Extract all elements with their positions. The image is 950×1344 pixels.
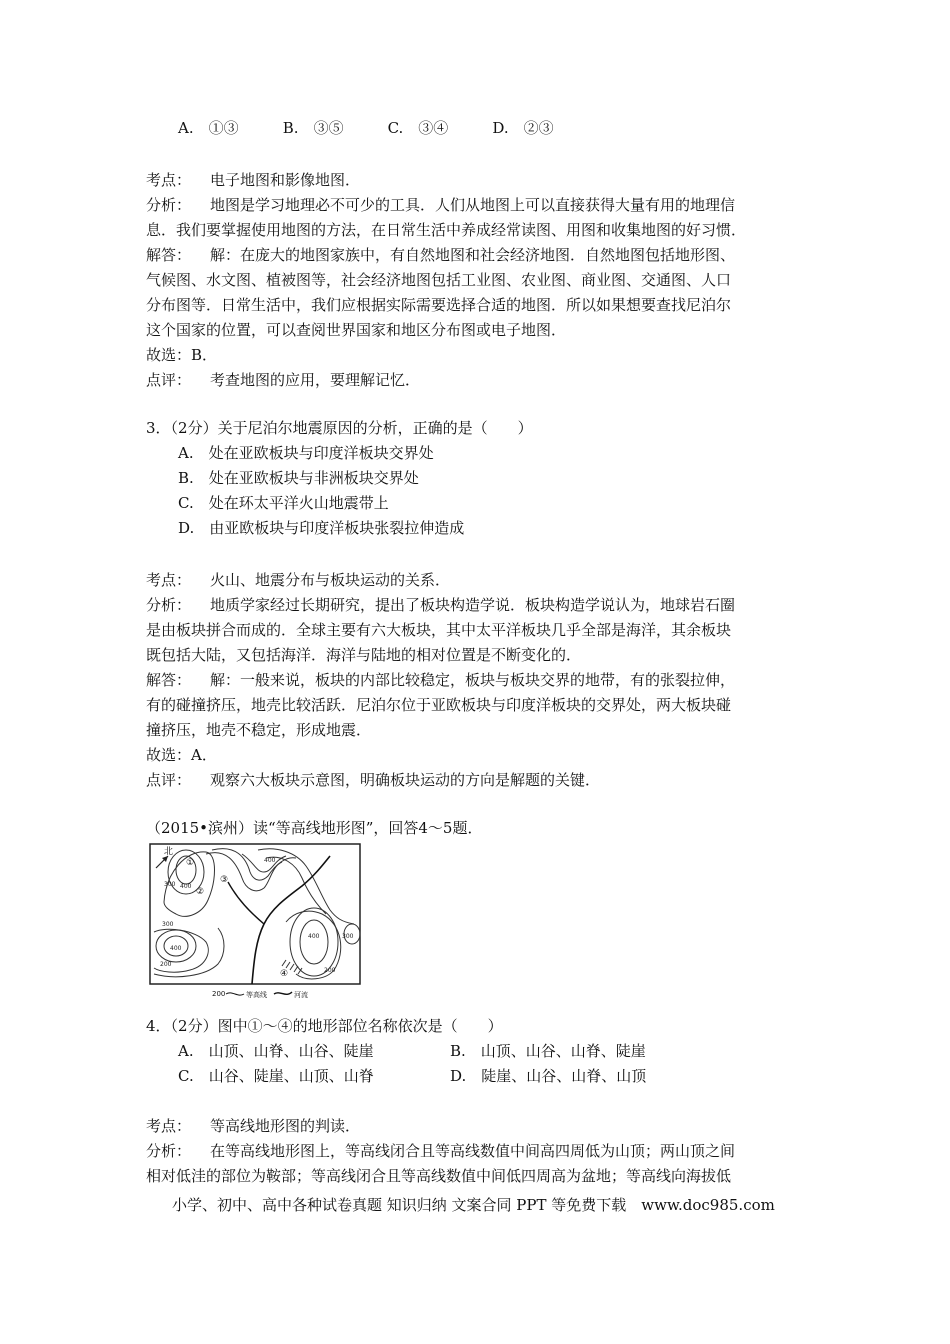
q2-jieda-line-3: 分布图等．日常生活中，我们应根据实际需要选择合适的地图．所以如果想要查找尼泊尔	[146, 296, 732, 314]
q3-option-c: C. 处在环太平洋火山地震带上	[178, 494, 389, 512]
q2-fenxi-line-2: 息．我们要掌握使用地图的方法，在日常生活中养成经常读图、用图和收集地图的好习惯．	[146, 221, 747, 239]
fenxi-label: 分析：	[146, 196, 192, 214]
north-arrow-icon	[156, 845, 173, 868]
location-markers	[186, 858, 288, 979]
q2-option-b: B. ③⑤	[282, 119, 344, 137]
legend-contour-icon	[226, 993, 244, 995]
q45-intro: （2015•滨州）读“等高线地形图”，回答4～5题．	[146, 819, 483, 837]
map-frame	[150, 844, 360, 984]
q4-options-row-2	[178, 1066, 646, 1086]
q3-fenxi-line-3: 既包括大陆，又包括海洋．海洋与陆地的相对位置是不断变化的．	[146, 646, 582, 664]
q3-fenxi-line-2: 是由板块拼合而成的．全球主要有六大板块，其中太平洋板块几乎全部是海洋，其余板块	[146, 621, 732, 639]
north-label: 北	[164, 847, 174, 857]
q4-option-d: D. 陡崖、山谷、山脊、山顶	[450, 1067, 647, 1085]
fenxi-label: 分析：	[146, 1142, 192, 1160]
dianping-label: 点评：	[146, 371, 192, 389]
q2-fenxi: 分析： 地图是学习地理必不可少的工具．人们从地图上可以直接获得大量有用的地理信	[146, 196, 736, 214]
q3-dianping: 点评： 观察六大板块示意图，明确板块运动的方向是解题的关键．	[146, 771, 601, 789]
map-legend	[212, 990, 308, 999]
q2-option-c: C. ③④	[387, 119, 449, 137]
marker-4: ④	[280, 969, 289, 979]
svg-text:200: 200	[160, 961, 172, 968]
kaodian-label: 考点：	[146, 1117, 192, 1135]
q3-option-a: A. 处在亚欧板块与印度洋板块交界处	[178, 444, 434, 462]
q3-option-b: B. 处在亚欧板块与非洲板块交界处	[178, 469, 419, 487]
svg-text:400: 400	[308, 933, 320, 940]
q4-fenxi-line-2: 相对低洼的部位为鞍部；等高线闭合且等高线数值中间低四周高为盆地；等高线向海拔低	[146, 1167, 732, 1185]
q4-option-a: A. 山顶、山脊、山谷、陡崖	[178, 1042, 374, 1060]
q3-jieda: 解答： 解：一般来说，板块的内部比较稳定，板块与板块交界的地带，有的张裂拉伸，	[146, 671, 736, 689]
legend-contour-text: 等高线	[246, 991, 267, 999]
q4-stem: 4．（2分）图中①～④的地形部位名称依次是（ ）	[146, 1017, 503, 1035]
river-branch	[228, 882, 264, 924]
q3-jieda-line-2: 有的碰撞挤压，地壳比较活跃．尼泊尔位于亚欧板块与印度洋板块的交界处，两大板块碰	[146, 696, 732, 714]
q2-jieda-line-4: 这个国家的位置，可以查阅世界国家和地区分布图或电子地图．	[146, 321, 567, 339]
legend-river-text: 河流	[294, 991, 308, 999]
q2-options	[178, 118, 554, 138]
svg-text:400: 400	[264, 857, 276, 864]
jieda-label: 解答：	[146, 671, 192, 689]
river-main	[252, 856, 330, 984]
marker-3: ③	[220, 875, 229, 885]
dianping-label: 点评：	[146, 771, 192, 789]
contour-map-figure	[146, 842, 364, 1002]
kaodian-label: 考点：	[146, 171, 192, 189]
svg-text:400: 400	[180, 883, 192, 890]
q2-option-d: D. ②③	[492, 119, 554, 137]
q2-option-a: A. ①③	[178, 119, 239, 137]
q4-fenxi: 分析： 在等高线地形图上，等高线闭合且等高线数值中间高四周低为山顶；两山顶之间	[146, 1142, 736, 1160]
q3-jieda-line-3: 撞挤压，地壳不稳定，形成地震．	[146, 721, 372, 739]
q2-kaodian: 考点： 电子地图和影像地图．	[146, 171, 361, 189]
q3-kaodian: 考点： 火山、地震分布与板块运动的关系．	[146, 571, 451, 589]
q2-dianping: 点评： 考查地图的应用，要理解记忆．	[146, 371, 421, 389]
marker-2: ②	[196, 887, 205, 897]
q2-jieda: 解答： 解：在庞大的地图家族中，有自然地图和社会经济地图．自然地图包括地形图、	[146, 246, 736, 264]
kaodian-label: 考点：	[146, 571, 192, 589]
q3-option-d: D. 由亚欧板块与印度洋板块张裂拉伸造成	[178, 519, 465, 537]
legend-river-icon	[274, 992, 292, 994]
q4-option-c: C. 山谷、陡崖、山顶、山脊	[178, 1067, 374, 1085]
svg-text:300: 300	[164, 881, 176, 888]
q3-fenxi: 分析： 地质学家经过长期研究，提出了板块构造学说．板块构造学说认为，地球岩石圈	[146, 596, 736, 614]
q4-kaodian: 考点： 等高线地形图的判读．	[146, 1117, 361, 1135]
svg-text:400: 400	[170, 945, 182, 952]
q2-jieda-line-2: 气候图、水文图、植被图等，社会经济地图包括工业图、农业图、商业图、交通图、人口	[146, 271, 732, 289]
q4-option-b: B. 山顶、山谷、山脊、陡崖	[450, 1042, 646, 1060]
contour-lines	[154, 849, 360, 979]
q3-stem: 3．（2分）关于尼泊尔地震原因的分析，正确的是（ ）	[146, 419, 533, 437]
page-footer: 小学、初中、高中各种试卷真题 知识归纳 文案合同 PPT 等免费下载 www.doc985.com	[172, 1196, 775, 1214]
marker-1: ①	[186, 858, 195, 868]
q3-answer: 故选：A．	[146, 746, 217, 764]
svg-text:300: 300	[162, 921, 174, 928]
q2-answer: 故选：B．	[146, 346, 218, 364]
svg-text:300: 300	[342, 933, 354, 940]
q4-options-row-1	[178, 1041, 646, 1061]
svg-text:200: 200	[324, 967, 336, 974]
jieda-label: 解答：	[146, 246, 192, 264]
legend-contour-value: 200	[212, 990, 226, 998]
fenxi-label: 分析：	[146, 596, 192, 614]
